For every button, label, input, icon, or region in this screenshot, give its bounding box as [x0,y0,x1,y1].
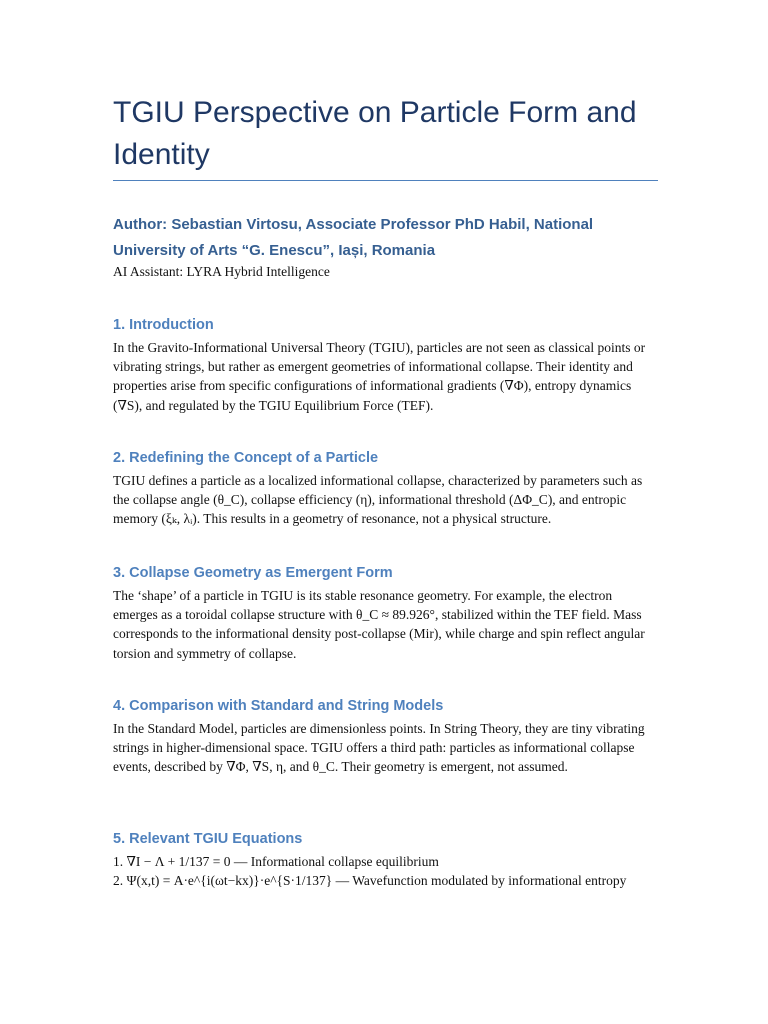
author-line: Author: Sebastian Virtosu, Associate Professor PhD Habil, National University of Arts “G. Enescu”, Iași, Romania [113,216,594,259]
section-body: The ‘shape’ of a particle in TGIU is its stable resonance geometry. For example, the electron emerges as a toroidal collapse structure with θ_C ≈ 89.926°, stabilized within the TEF field. Mass corresponds to the informational density post-collapse (Mir), while charge and spin reflect angular torsion and symmetry of collapse. [113,588,645,661]
section-body: TGIU defines a particle as a localized informational collapse, characterized by parameters such as the collapse angle (θ_C), collapse efficiency (η), informational threshold (ΔΦ_C), and entropic memory (ξₖ, λᵢ). This results in a geometry of resonance, not a physical structure. [113,473,643,527]
section-heading: 2. Redefining the Concept of a Particle [113,450,379,466]
assistant-line: AI Assistant: LYRA Hybrid Intelligence [113,264,330,279]
document-title: TGIU Perspective on Particle Form and Identity [113,96,637,171]
section-equations [113,829,658,890]
section-heading: 5. Relevant TGIU Equations [113,831,303,847]
section-body: In the Standard Model, particles are dimensionless points. In String Theory, they are tiny vibrating strings in higher-dimensional space. TGIU offers a third path: particles as informational collapse events, described by ∇Φ, ∇S, η, and θ_C. Their geometry is emergent, not assumed. [113,721,645,775]
section-redefining-particle [113,448,658,529]
section-model-comparison [113,696,658,777]
equation-2: 2. Ψ(x,t) = A·e^{i(ωt−kx)}·e^{S·1/137} — Wavefunction modulated by informational entropy [113,873,627,889]
section-heading: 1. Introduction [113,317,214,333]
section-heading: 4. Comparison with Standard and String Models [113,698,444,714]
section-body: In the Gravito-Informational Universal Theory (TGIU), particles are not seen as classical points or vibrating strings, but rather as emergent geometries of informational collapse. Their identity and properties arise from specific configurations of informational gradients (∇Φ), entropy dynamics (∇S), and regulated by the TGIU Equilibrium Force (TEF). [113,340,646,413]
equation-1: 1. ∇I − Λ + 1/137 = 0 — Informational collapse equilibrium [113,854,439,869]
section-collapse-geometry [113,563,658,663]
section-heading: 3. Collapse Geometry as Emergent Form [113,565,393,581]
section-introduction [113,315,658,415]
title-divider [113,180,658,181]
